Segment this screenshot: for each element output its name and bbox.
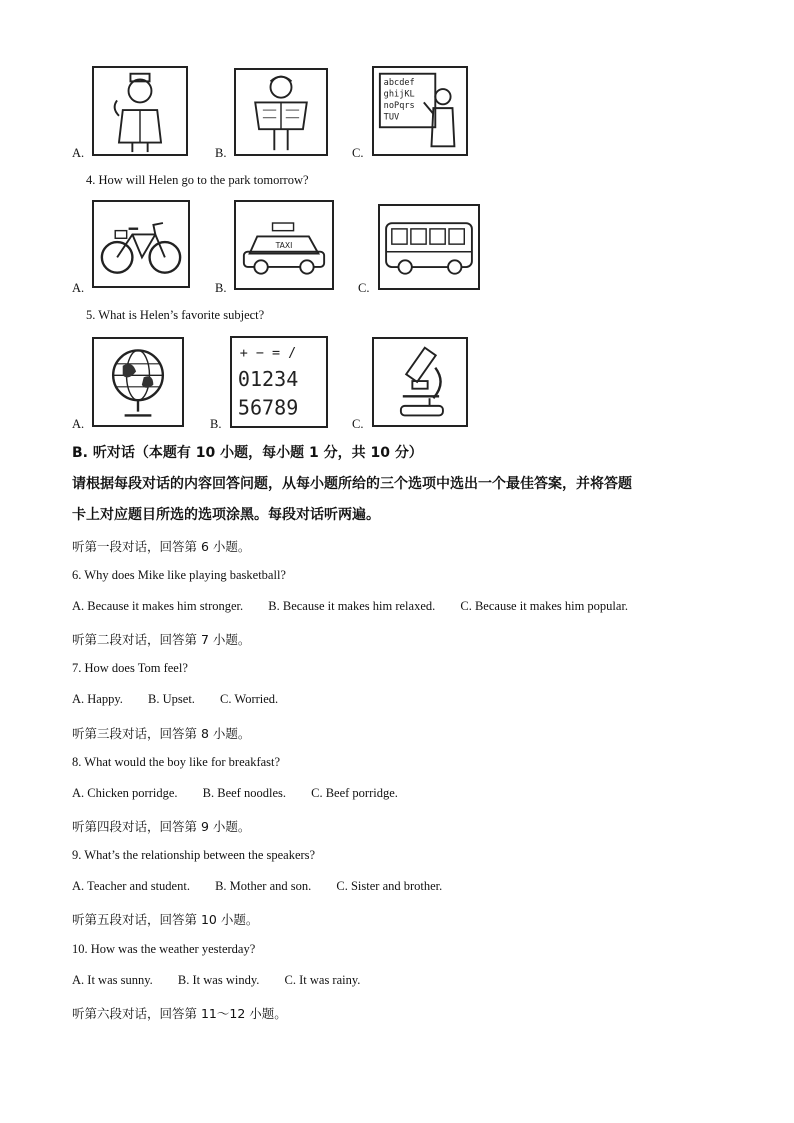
item-7-option-c: C. Worried. bbox=[220, 692, 279, 706]
q4-option-c-image bbox=[378, 204, 480, 290]
globe-icon bbox=[94, 339, 182, 425]
item-9-option-c: C. Sister and brother. bbox=[336, 879, 443, 893]
item-6-options bbox=[72, 599, 650, 614]
item-6-option-a: A. Because it makes him stronger. bbox=[72, 599, 244, 613]
svg-text:noPqrs: noPqrs bbox=[383, 101, 415, 112]
svg-text:01234: 01234 bbox=[237, 366, 299, 391]
item-8-option-a: A. Chicken porridge. bbox=[72, 786, 178, 800]
item-10-question: 10. How was the weather yesterday? bbox=[72, 942, 256, 956]
item-10-lead: 听第五段对话，回答第 10 小题。 bbox=[72, 912, 259, 927]
man-reading-newspaper-icon bbox=[236, 70, 326, 154]
item-9-lead: 听第四段对话，回答第 9 小题。 bbox=[72, 819, 251, 834]
q3-option-c-label: C. bbox=[352, 146, 364, 160]
q3-option-b-label: B. bbox=[215, 146, 227, 160]
item-10-option-c: C. It was rainy. bbox=[284, 973, 361, 987]
item-8-options bbox=[72, 786, 420, 801]
item-7-question: 7. How does Tom feel? bbox=[72, 661, 188, 675]
item-7-option-a: A. Happy. bbox=[72, 692, 123, 706]
taxi-icon bbox=[236, 202, 332, 288]
q4-option-b-label: B. bbox=[215, 281, 227, 295]
q4-option-a-image bbox=[92, 200, 190, 288]
svg-text:abcdef: abcdef bbox=[383, 78, 415, 89]
q5-option-c-label: C. bbox=[352, 417, 364, 431]
svg-text:TAXI: TAXI bbox=[275, 240, 293, 250]
item-6-option-b: B. Because it makes him relaxed. bbox=[268, 599, 436, 613]
svg-text:56789: 56789 bbox=[237, 395, 299, 420]
q4-option-b-image bbox=[234, 200, 334, 290]
svg-text:TUV: TUV bbox=[383, 112, 400, 123]
microscope-icon bbox=[374, 339, 466, 425]
bicycle-icon bbox=[94, 202, 188, 286]
item-10-option-b: B. It was windy. bbox=[177, 973, 260, 987]
q4-option-a-label: A. bbox=[72, 281, 85, 295]
item-9-option-b: B. Mother and son. bbox=[215, 879, 312, 893]
item-10-options bbox=[72, 973, 382, 988]
item-6-lead: 听第一段对话，回答第 6 小题。 bbox=[72, 539, 251, 554]
item-6-option-c: C. Because it makes him popular. bbox=[460, 599, 629, 613]
section-b-title: B. 听对话（本题有 10 小题，每小题 1 分，共 10 分） bbox=[72, 445, 423, 461]
item-7-lead: 听第二段对话，回答第 7 小题。 bbox=[72, 632, 251, 647]
item-8-option-b: B. Beef noodles. bbox=[202, 786, 286, 800]
item-8-option-c: C. Beef porridge. bbox=[311, 786, 398, 800]
q4-question: 4. How will Helen go to the park tomorrow? bbox=[86, 173, 309, 187]
svg-text:ghijKL: ghijKL bbox=[383, 89, 415, 100]
item-9-options bbox=[72, 879, 464, 894]
q3-option-a-label: A. bbox=[72, 146, 85, 160]
q5-question: 5. What is Helen’s favorite subject? bbox=[86, 308, 265, 322]
item-11-12-lead: 听第六段对话，回答第 11～12 小题。 bbox=[72, 1006, 287, 1021]
q3-option-a-image bbox=[92, 66, 188, 156]
q5-option-b-image bbox=[230, 336, 328, 428]
bus-icon bbox=[380, 206, 478, 288]
q5-option-b-label: B. bbox=[210, 417, 222, 431]
section-b-instruction-2: 卡上对应题目所选的选项涂黑。每段对话听两遍。 bbox=[72, 507, 380, 523]
item-8-lead: 听第三段对话，回答第 8 小题。 bbox=[72, 726, 251, 741]
math-numbers-icon bbox=[232, 338, 326, 426]
q5-option-c-image bbox=[372, 337, 468, 427]
item-9-option-a: A. Teacher and student. bbox=[72, 879, 190, 893]
item-7-option-b: B. Upset. bbox=[148, 692, 195, 706]
q4-option-c-label: C. bbox=[358, 281, 370, 295]
q5-option-a-label: A. bbox=[72, 417, 85, 431]
section-b-instruction-1: 请根据每段对话的内容回答问题，从每小题所给的三个选项中选出一个最佳答案，并将答题 bbox=[72, 476, 632, 492]
svg-text:+ − = /: + − = / bbox=[239, 346, 297, 362]
q3-option-b-image bbox=[234, 68, 328, 156]
item-7-options bbox=[72, 692, 300, 707]
item-10-option-a: A. It was sunny. bbox=[72, 973, 153, 987]
q3-option-c-image bbox=[372, 66, 468, 156]
item-8-question: 8. What would the boy like for breakfast? bbox=[72, 755, 281, 769]
q5-option-a-image bbox=[92, 337, 184, 427]
man-in-suit-icon bbox=[94, 68, 186, 154]
item-9-question: 9. What’s the relationship between the speakers? bbox=[72, 848, 316, 862]
item-6-question: 6. Why does Mike like playing basketball? bbox=[72, 568, 286, 582]
teacher-at-blackboard-icon bbox=[374, 68, 466, 154]
